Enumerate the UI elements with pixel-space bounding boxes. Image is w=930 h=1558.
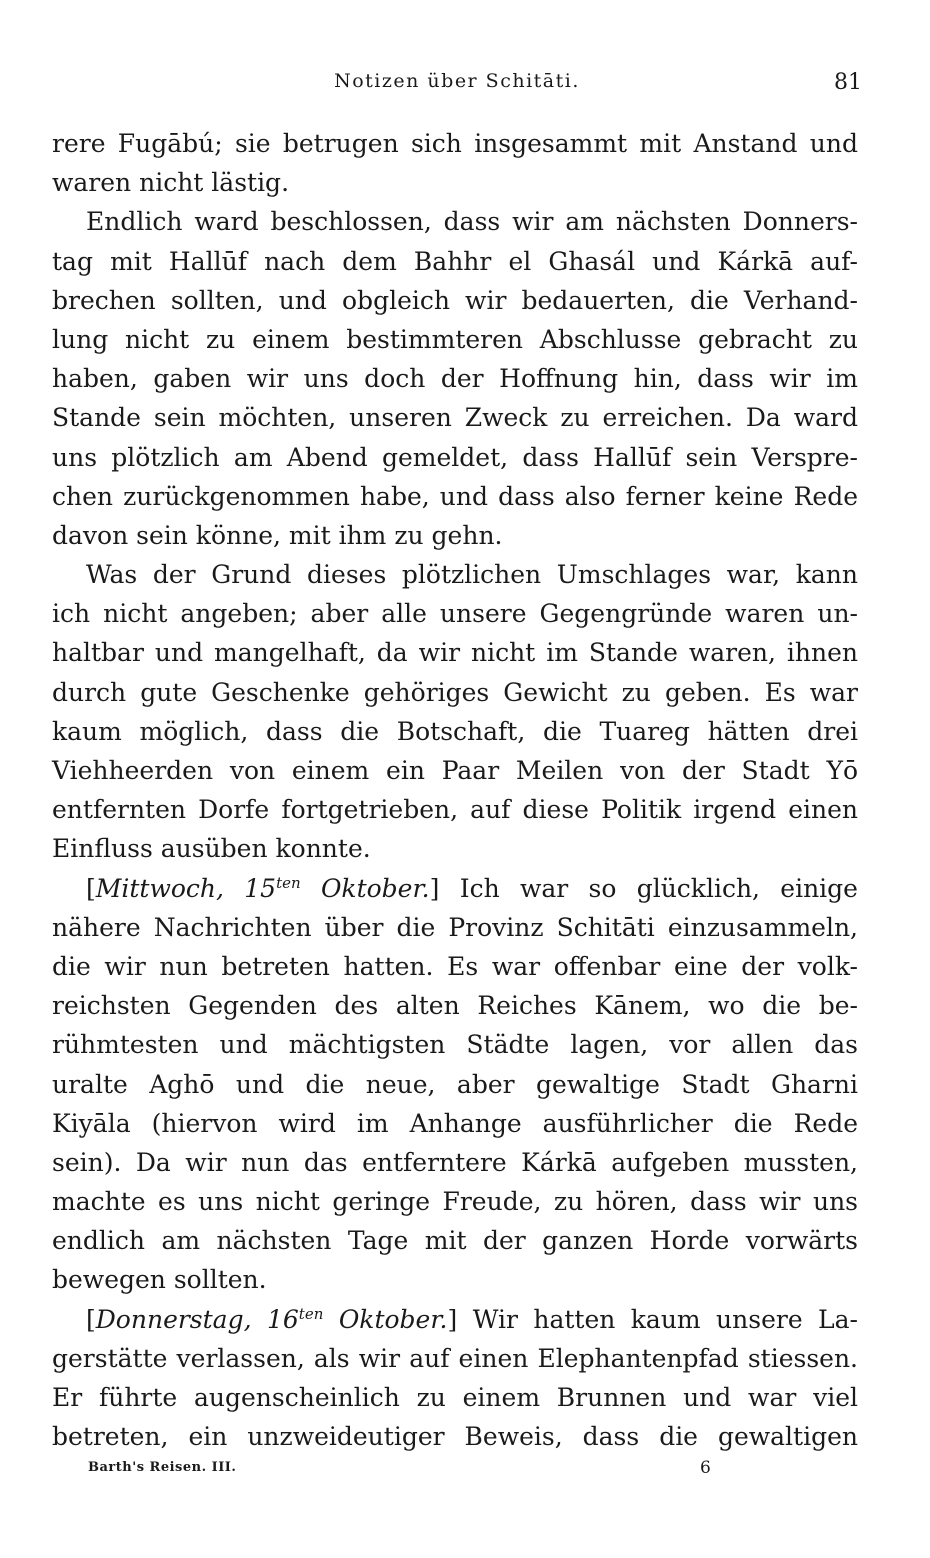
text-line: Er führte augenscheinlich zu einem Brunnen und war viel: [52, 1383, 858, 1412]
text-line: brechen sollten, und obgleich wir bedauerten, die Verhand-: [52, 285, 858, 315]
body-text: [52, 124, 858, 1456]
text-line: davon sein könne, mit ihm zu gehn.: [52, 520, 503, 550]
text-line: rühmtesten und mächtigsten Städte lagen, vor allen das: [52, 1030, 858, 1060]
text-line: Kiyāla (hiervon wird im Anhange ausführlicher die Rede: [52, 1108, 858, 1138]
text-line: ich nicht angeben; aber alle unsere Gegengründe waren un-: [52, 599, 858, 629]
text-line: betreten, ein unzweideutiger Beweis, dass die gewaltigen: [52, 1422, 858, 1452]
text-line: tag mit Hallūf nach dem Bahhr el Ghasál und Kárkā auf-: [52, 246, 858, 276]
text-line: Stande sein möchten, unseren Zweck zu erreichen. Da ward: [52, 403, 858, 433]
page-number: 81: [834, 70, 862, 95]
text-line: lung nicht zu einem bestimmteren Abschlusse gebracht zu: [52, 324, 858, 354]
text-line: entfernten Dorfe fortgetrieben, auf diese Politik irgend einen: [52, 795, 858, 825]
text-line: reichsten Gegenden des alten Reiches Kānem, wo die be-: [52, 991, 858, 1021]
text-line: Viehheerden von einem ein Paar Meilen von der Stadt Yō: [52, 756, 858, 785]
signature-mark: Barth's Reisen. III.: [88, 1460, 237, 1475]
text-line: Endlich ward beschlossen, dass wir am nächsten Donners-: [86, 207, 858, 237]
text-line: haben, gaben wir uns doch der Hoffnung hin, dass wir im: [52, 364, 858, 394]
text-line: haltbar und mangelhaft, da wir nicht im Stande waren, ihnen: [52, 638, 858, 668]
text-line: waren nicht lästig.: [52, 168, 290, 198]
page-footer: [88, 1460, 728, 1486]
text-line: durch gute Geschenke gehöriges Gewicht zu geben. Es war: [52, 677, 858, 707]
text-line: die wir nun betreten hatten. Es war offenbar eine der volk-: [52, 951, 858, 981]
text-line: chen zurückgenommen habe, und dass also ferner keine Rede: [52, 481, 858, 511]
text-line: uralte Aghō und die neue, aber gewaltige Stadt Gharni: [52, 1069, 858, 1099]
text-line: kaum möglich, dass die Botschaft, die Tuareg hätten drei: [52, 716, 858, 746]
text-line: uns plötzlich am Abend gemeldet, dass Hallūf sein Verspre-: [52, 442, 858, 472]
text-line-dated: [Mittwoch, $15^{ten}$ Oktober.] Ich war so glücklich, einige: [86, 873, 858, 903]
date-heading: [Donnerstag, $16^{ten}$ Oktober.]: [86, 1304, 458, 1334]
running-head: Notizen über Schitāti.: [334, 70, 580, 92]
text-line: Was der Grund dieses plötzlichen Umschlages war, kann: [86, 560, 858, 590]
text-line: gerstätte verlassen, als wir auf einen Elephantenpfad stiessen.: [52, 1343, 858, 1373]
text-line: machte es uns nicht geringe Freude, zu hören, dass wir uns: [52, 1187, 858, 1217]
date-heading: [Mittwoch, $15^{ten}$ Oktober.]: [86, 873, 440, 903]
text-line: endlich am nächsten Tage mit der ganzen Horde vorwärts: [52, 1226, 858, 1256]
text-line: rere Fugābú; sie betrugen sich insgesammt mit Anstand und: [52, 129, 858, 158]
text-line: sein). Da wir nun das entferntere Kárkā aufgeben mussten,: [52, 1147, 858, 1177]
text-line: bewegen sollten.: [52, 1265, 267, 1295]
sheet-number: 6: [700, 1458, 711, 1478]
text-line: Einfluss ausüben konnte.: [52, 834, 371, 864]
text-line-dated: [Donnerstag, $16^{ten}$ Oktober.] Wir hatten kaum unsere La-: [86, 1304, 859, 1334]
text-line: nähere Nachrichten über die Provinz Schitāti einzusammeln,: [52, 912, 858, 942]
page-header: [52, 66, 862, 102]
